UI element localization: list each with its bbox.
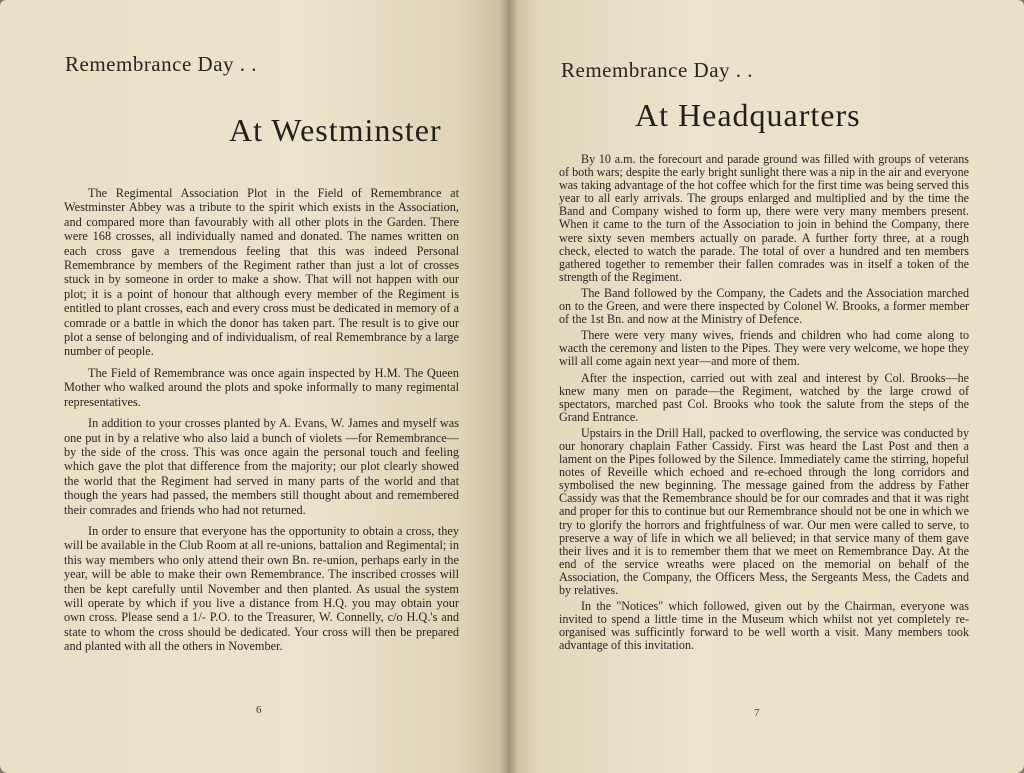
running-head: Remembrance Day . . bbox=[65, 52, 258, 76]
article-title: At Westminster bbox=[229, 112, 442, 148]
article-title: At Headquarters bbox=[635, 97, 861, 133]
paragraph: Upstairs in the Drill Hall, packed to overflowing, the service was conducted by our honorary chaplain Father Cassidy. First was heard the Last Post and then a lament on the Pipes followed by the Silence. Immediately came the stirring, hopeful notes of Reveille which echoed and re-echoed through the long corridors and symbolised the new beginning. The message gained from the address by Father Cassidy was that the Remembrance should be for our comrades and that it was right and proper for this to continue but our Remembrance should not be one in which we try to glorify the horrors and frightfulness of war. Our men were called to serve, to preserve a way of life in which we all believed; in that service many of them gave their lives and it is to remember them that we meet on Remembrance Day. At the end of the service wreaths were placed on the memorial on behalf of the Association, the Company, the Officers Mess, the Sergeants Mess, the Cadets and by relatives. bbox=[559, 425, 969, 597]
paragraph: In the "Notices" which followed, given out by the Chairman, everyone was invited to spend a little time in the Museum which whilst not yet completely re-organised was sufficintly forward to be well worth a visit. Many members took advantage of this invitation. bbox=[559, 599, 969, 653]
paragraph: In addition to your crosses planted by A. Evans, W. James and myself was one put in by a relative who also laid a bunch of violets —for Remembrance—by the side of the cross. This was once again the personal touch and feeling which gave the plot that difference from the majority; our plot clearly showed the world that the Regiment had served in many parts of the world and that though the years had passed, the members still thought about and remembered their comrades and friends who had not returned. bbox=[64, 416, 459, 517]
paragraph: In order to ensure that everyone has the opportunity to obtain a cross, they will be available in the Club Room at all re-unions, battalion and Regimental; in this way members who only attend their own Bn. re-union, perhaps early in the year, will be able to make their own Remembrance. The inscribed crosses will then be kept carefully until November and then planted. As usual the system will operate by which if you live a distance from H.Q. you may obtain your own cross. Please send a 1/- P.O. to the Treasurer, W. Connelly, c/o H.Q.'s and state to whom the cross should be dedicated. Your cross will then be prepared and planted with all the others in November. bbox=[64, 523, 459, 654]
running-head: Remembrance Day . . bbox=[561, 58, 754, 82]
article-body bbox=[64, 186, 459, 661]
paragraph: There were very many wives, friends and children who had come along to wacth the ceremony and listen to the Pipes. They were very welcome, we hope they will all come again next year—and more of them. bbox=[559, 328, 969, 369]
paragraph: The Regimental Association Plot in the Field of Remembrance at Westminster Abbey was a tribute to the spirit which exists in the Association, and compared more than favourably with all other plots in the Garden. There were 168 crosses, all individually named and donated. The names written on each cross gave a tremendous feeling that this was indeed Personal Remembrance by members of the Regiment rather than just a lot of crosses stuck in by someone in order to make a show. That will not happen with our plot; it is a point of honour that although every member of the Regiment is entitled to plant crosses, each and every cross must be dedicated in memory of a comrade or a battle in which the donor has taken part. The result is to give our plot a sense of belonging and of individualism, of real Remembrance by a large number of people. bbox=[64, 186, 459, 359]
paragraph: After the inspection, carried out with zeal and interest by Col. Brooks—he knew many men on parade—the Regiment, watched by the large crowd of spectators, marched past Col. Brooks who took the salute from the steps of the Grand Entrance. bbox=[559, 370, 969, 424]
paragraph: The Field of Remembrance was once again inspected by H.M. The Queen Mother who walked around the plots and spoke informally to many regimental representatives. bbox=[64, 365, 459, 409]
article-body bbox=[559, 153, 969, 655]
book-gutter bbox=[500, 0, 518, 773]
paragraph: By 10 a.m. the forecourt and parade ground was filled with groups of veterans of both wars; despite the early bright sunlight there was a nip in the air and everyone was taking advantage of the hot coffee which for the first time was being served this year to all early arrivals. The groups enlarged and multiplied and by the time the Band and Company wished to form up, there were very many members present. When it came to the turn of the Association to join in behind the Company, there were sixty seven members actually on parade. A further forty three, at a rough check, elected to watch the parade. The total of over a hundred and ten members gathered together to remember their fallen comrades was in itself a token of the strength of the Regiment. bbox=[559, 152, 969, 284]
paragraph: The Band followed by the Company, the Cadets and the Association marched on to the Green, and were there inspected by Colonel W. Brooks, a former member of the 1st Bn. and now at the Ministry of Defence. bbox=[559, 285, 969, 327]
left-page bbox=[0, 0, 509, 773]
page-number: 6 bbox=[256, 704, 262, 716]
right-page bbox=[509, 0, 1024, 773]
page-number: 7 bbox=[754, 707, 760, 719]
